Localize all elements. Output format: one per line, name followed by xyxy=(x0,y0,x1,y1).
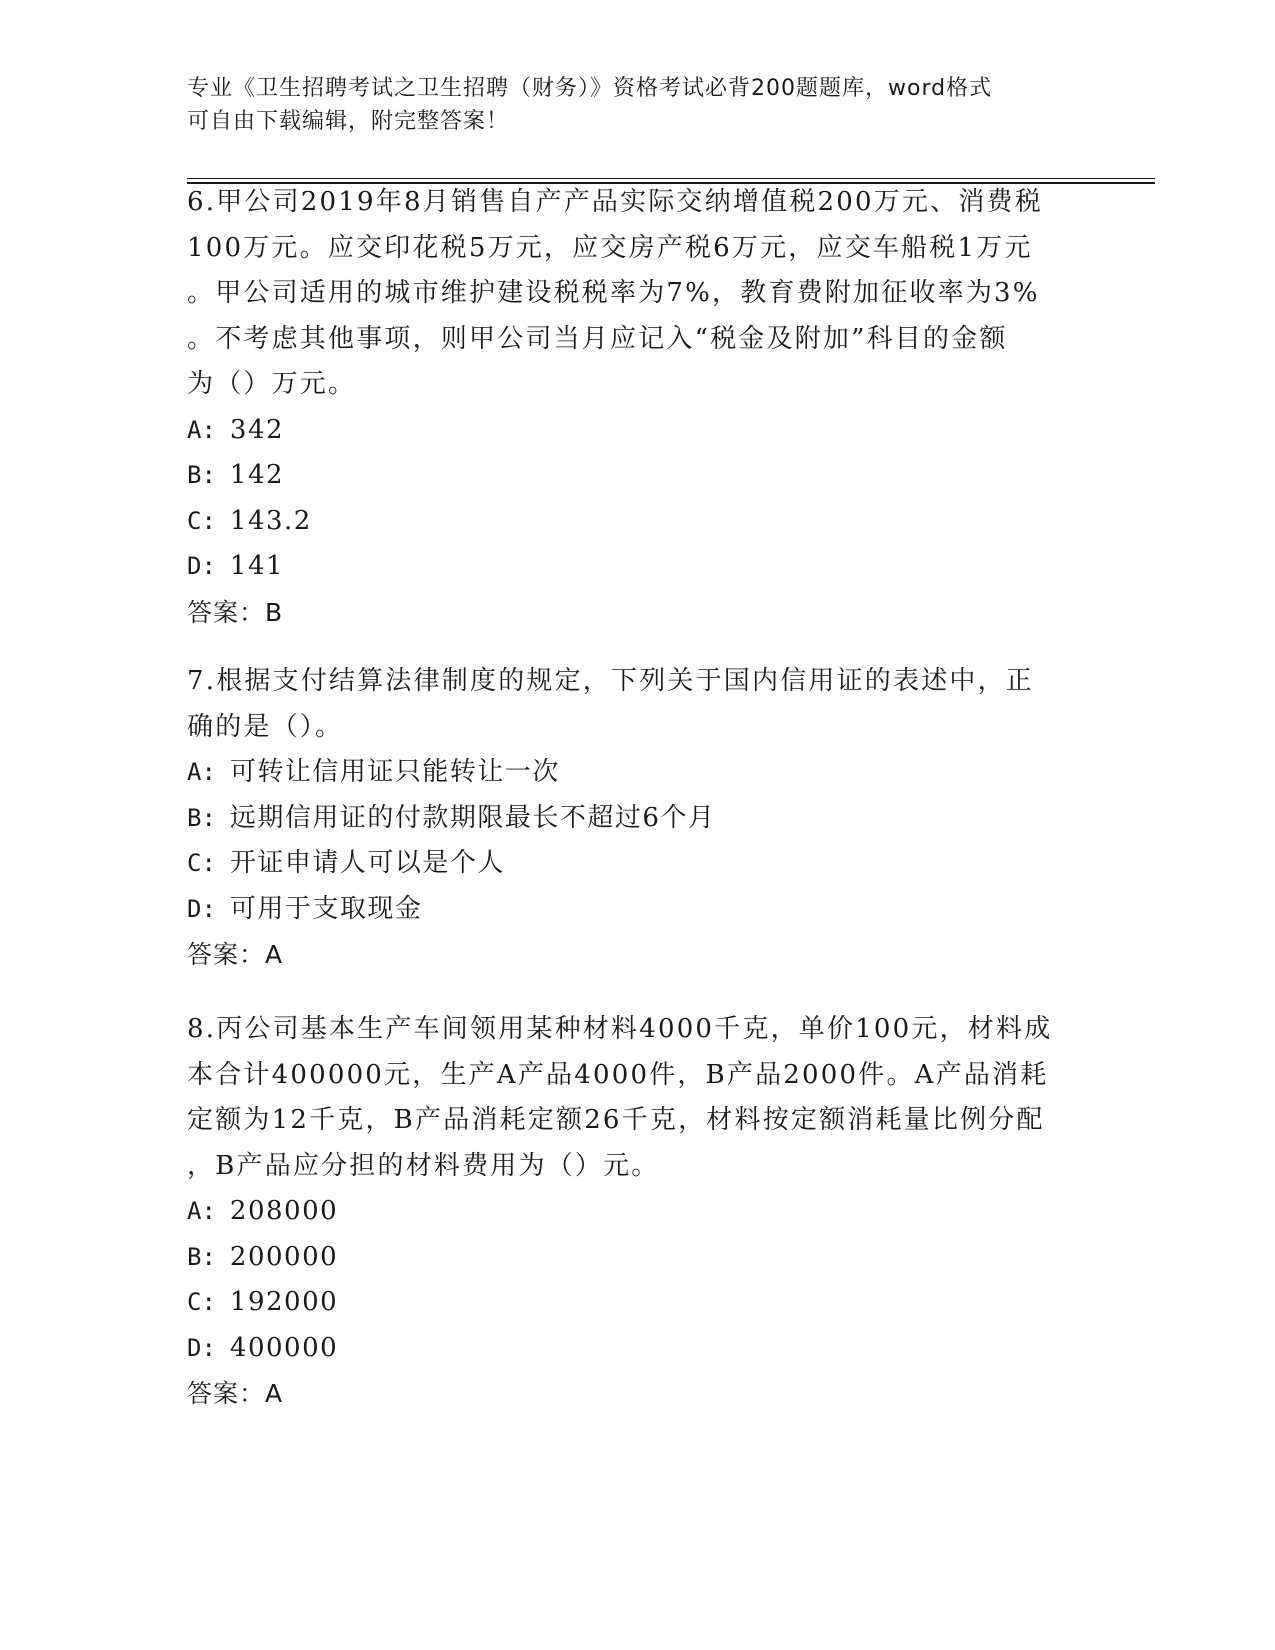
option-b xyxy=(187,1235,1087,1281)
question-6 xyxy=(187,180,1087,635)
stem-line: ，B产品应分担的材料费用为（）元。 xyxy=(187,1150,660,1181)
option-b xyxy=(187,453,1087,499)
option-letter: B: xyxy=(187,1242,216,1271)
option-letter: D: xyxy=(187,894,216,923)
stem-line: 为（）万元。 xyxy=(187,369,357,399)
question-stem xyxy=(187,180,1087,408)
option-a xyxy=(187,1189,1087,1235)
option-letter: A: xyxy=(187,415,216,444)
option-letter: B: xyxy=(187,803,216,832)
answer-line: 答案：A xyxy=(187,1379,284,1408)
stem-line: 。甲公司适用的城市维护建设税税率为7%，教育费附加征收率为3% xyxy=(187,278,1040,308)
option-d xyxy=(187,1326,1087,1372)
stem-line: 100万元。应交印花税5万元，应交房产税6万元，应交车船税1万元 xyxy=(187,232,1033,263)
option-a xyxy=(187,750,1087,796)
header-title-line-2: 可自由下载编辑，附完整答案！ xyxy=(187,109,510,134)
option-text: 143.2 xyxy=(229,505,312,536)
option-c xyxy=(187,841,1087,887)
option-text: 342 xyxy=(229,414,285,445)
option-text: 可用于支取现金 xyxy=(229,893,423,924)
answer-line: 答案：B xyxy=(187,597,284,627)
option-text: 远期信用证的付款期限最长不超过6个月 xyxy=(229,802,716,833)
option-d xyxy=(187,887,1087,933)
answer-line: 答案：A xyxy=(187,940,284,969)
option-text: 192000 xyxy=(229,1287,339,1317)
question-8 xyxy=(187,1007,1087,1417)
option-letter: C: xyxy=(187,1288,216,1316)
stem-line: 定额为12千克，B产品消耗定额26千克，材料按定额消耗量比例分配 xyxy=(187,1105,1045,1135)
option-letter: A: xyxy=(187,758,216,786)
header-divider-thin xyxy=(187,178,1155,179)
option-text: 400000 xyxy=(229,1332,339,1363)
option-letter: D: xyxy=(187,1333,216,1362)
stem-line: 确的是（）。 xyxy=(187,711,344,742)
option-b xyxy=(187,796,1087,842)
option-c xyxy=(187,499,1087,545)
option-letter: C: xyxy=(187,506,216,535)
option-letter: C: xyxy=(187,849,216,877)
stem-line: 6.甲公司2019年8月销售自产产品实际交纳增值税200万元、消费税 xyxy=(187,187,1043,217)
option-d xyxy=(187,544,1087,590)
stem-line: 本合计400000元，生产A产品4000件，B产品2000件。A产品消耗 xyxy=(187,1059,1049,1090)
option-a xyxy=(187,408,1087,454)
option-letter: A: xyxy=(187,1197,216,1225)
header-title-line-1: 专业《卫生招聘考试之卫生招聘（财务）》资格考试必背200题题库，word格式 xyxy=(187,76,993,101)
question-7 xyxy=(187,659,1087,978)
option-letter: B: xyxy=(187,461,216,489)
stem-line: 。不考虑其他事项，则甲公司当月应记入“税金及附加”科目的金额 xyxy=(187,323,1008,354)
option-text: 可转让信用证只能转让一次 xyxy=(229,757,560,787)
document-header xyxy=(187,72,1087,138)
option-text: 208000 xyxy=(229,1196,339,1226)
stem-line: 7.根据支付结算法律制度的规定，下列关于国内信用证的表述中，正 xyxy=(187,666,1035,696)
option-text: 142 xyxy=(229,460,285,490)
option-letter: D: xyxy=(187,552,216,580)
stem-line: 8.丙公司基本生产车间领用某种材料4000千克，单价100元，材料成 xyxy=(187,1014,1053,1044)
option-text: 141 xyxy=(229,551,285,581)
option-text: 200000 xyxy=(229,1241,339,1272)
option-c xyxy=(187,1280,1087,1326)
option-text: 开证申请人可以是个人 xyxy=(229,848,505,878)
question-stem xyxy=(187,1007,1087,1189)
question-stem xyxy=(187,659,1087,750)
